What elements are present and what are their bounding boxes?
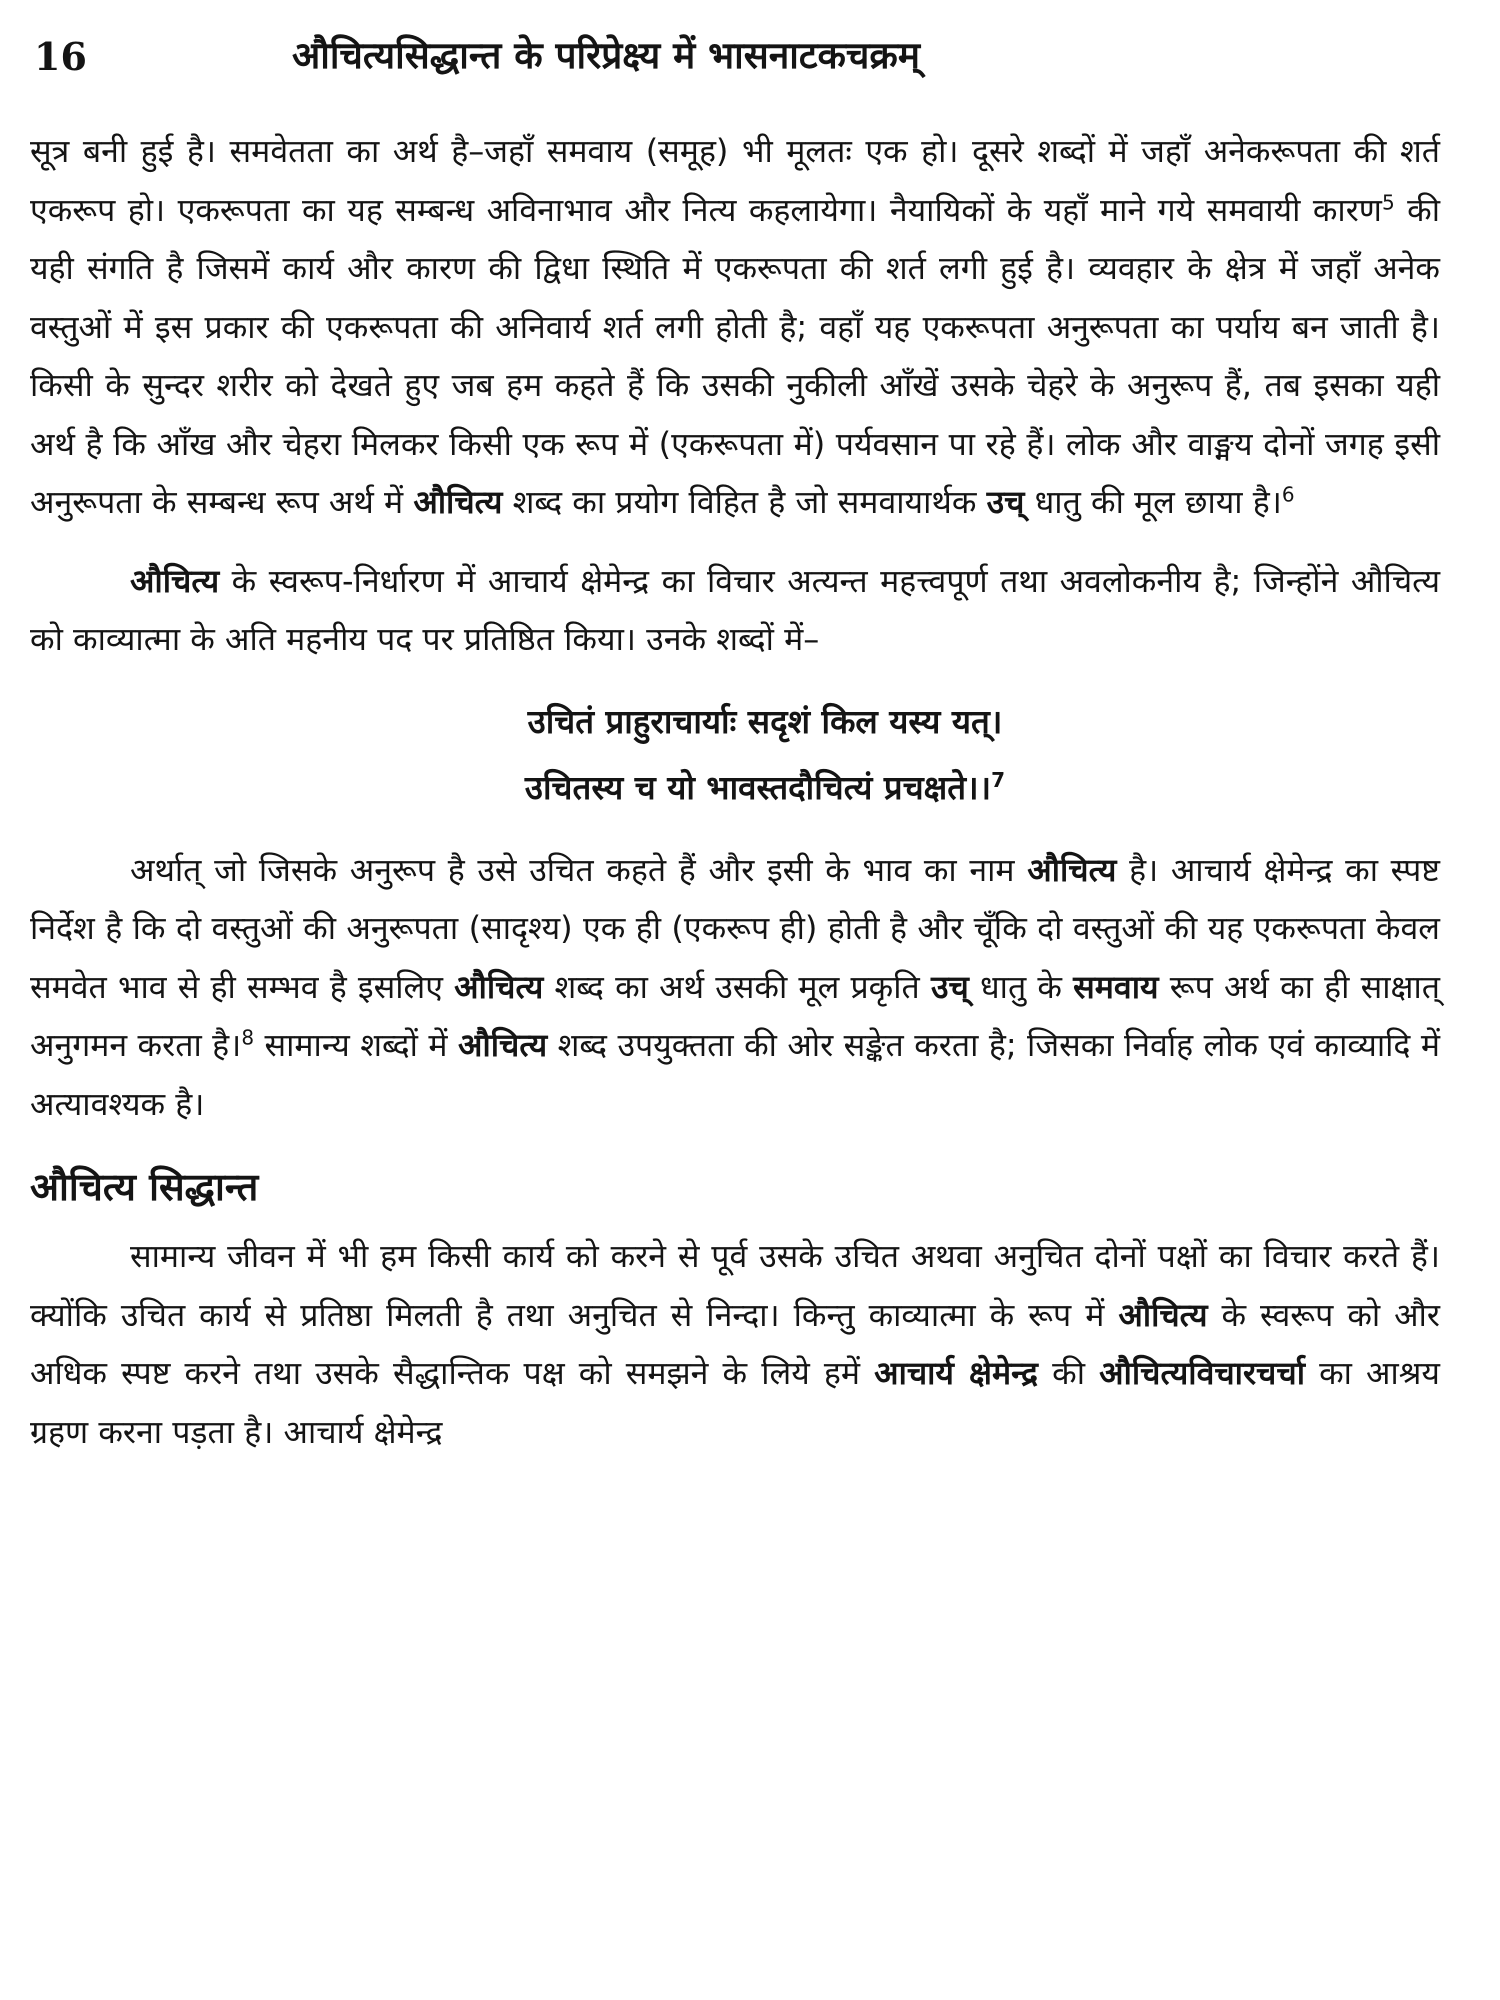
- text-run: की: [1038, 1354, 1100, 1392]
- sanskrit-verse: [30, 689, 1440, 821]
- text-run: के स्वरूप-निर्धारण में आचार्य क्षेमेन्द्र का विचार अत्यन्त महत्त्वपूर्ण तथा अवलोकनीय है; जिन्होंने औचित्य को काव्यात्मा के अति महनीय पद पर प्रतिष्ठित किया। उनके शब्दों में–: [30, 561, 1440, 658]
- verse-line-2: [30, 755, 1440, 821]
- emphasis-term: उच्: [986, 483, 1025, 521]
- page-number: 16: [34, 34, 87, 79]
- text-run: अर्थात् जो जिसके अनुरूप है उसे उचित कहते हैं और इसी के भाव का नाम: [130, 850, 1028, 889]
- footnote-ref-7: 7: [991, 767, 1006, 792]
- text-run: के स्वरूप को और अधिक स्पष्ट करने तथा उसके सैद्धान्तिक पक्ष को समझने के लिये हमें: [30, 1295, 1440, 1392]
- emphasis-term: आचार्य क्षेमेन्द्र: [874, 1354, 1039, 1392]
- page-header: [22, 28, 1442, 100]
- footnote-ref-5: 5: [1381, 189, 1395, 214]
- emphasis-term: औचित्य: [454, 967, 544, 1006]
- text-run: सामान्य शब्दों में: [254, 1026, 458, 1064]
- emphasis-term: औचित्य: [1027, 850, 1117, 889]
- text-run: रूप अर्थ का ही साक्षात् अनुगमन करता है।: [30, 967, 1440, 1064]
- text-run: शब्द उपयुक्तता की ओर सङ्केत करता है; जिसका निर्वाह लोक एवं काव्यादि में अत्यावश्यक है।: [30, 1026, 1440, 1123]
- paragraph-4: [30, 1227, 1440, 1461]
- text-run: सामान्य जीवन में भी हम किसी कार्य को करने से पूर्व उसके उचित अथवा अनुचित दोनों पक्षों का विचार करते हैं। क्योंकि उचित कार्य से प्रतिष्ठा मिलती है तथा अनुचित से निन्दा। किन्तु काव्यात्मा के रूप में: [30, 1237, 1440, 1334]
- emphasis-term: औचित्य: [413, 483, 503, 521]
- paragraph-1: [30, 122, 1440, 532]
- page-body: [30, 122, 1440, 1461]
- verse-line-1: उचितं प्राहुराचार्याः सदृशं किल यस्य यत्।: [527, 701, 1003, 741]
- paragraph-3: [30, 841, 1440, 1134]
- text-run: शब्द का अर्थ उसकी मूल प्रकृति: [543, 967, 931, 1006]
- section-heading: औचित्य सिद्धान्त: [30, 1165, 259, 1209]
- emphasis-term: औचित्य: [457, 1026, 548, 1064]
- verse-text: उचितस्य च यो भावस्तदौचित्यं प्रचक्षते।।: [524, 767, 992, 807]
- emphasis-term: औचित्य: [130, 561, 220, 600]
- emphasis-term: औचित्यविचारचर्चा: [1099, 1354, 1305, 1392]
- text-run: है। आचार्य क्षेमेन्द्र का स्पष्ट निर्देश है कि दो वस्तुओं की अनुरूपता (सादृश्य) एक ही (एकरूप ही) होती है और चूँकि दो वस्तुओं की यह एकरूपता केवल समवेत भाव से ही सम्भव है इसलिए: [30, 850, 1440, 1006]
- footnote-ref-6: 6: [1281, 482, 1295, 507]
- text-run: सूत्र बनी हुई है। समवेतता का अर्थ है–जहाँ समवाय (समूह) भी मूलतः एक हो। दूसरे शब्दों में जहाँ अनेकरूपता की शर्त एकरूप हो। एकरूपता का यह सम्बन्ध अविनाभाव और नित्य कहलायेगा। नैयायिकों के यहाँ माने गये समवायी कारण: [30, 132, 1440, 229]
- text-run: का आश्रय ग्रहण करना पड़ता है। आचार्य क्षेमेन्द्र: [30, 1354, 1440, 1451]
- emphasis-term: औचित्य: [1118, 1295, 1208, 1334]
- running-title: औचित्यसिद्धान्त के परिप्रेक्ष्य में भासनाटकचक्रम्: [292, 34, 920, 77]
- text-run: शब्द का प्रयोग विहित है जो समवायार्थक: [502, 483, 987, 521]
- paragraph-2: [30, 552, 1440, 669]
- text-run: धातु के: [968, 967, 1074, 1006]
- text-run: की यही संगति है जिसमें कार्य और कारण की द्विधा स्थिति में एकरूपता की शर्त लगी हुई है। व्यवहार के क्षेत्र में जहाँ अनेक वस्तुओं में इस प्रकार की एकरूपता की अनिवार्य शर्त लगी होती है; वहाँ यह एकरूपता अनुरूपता का पर्याय बन जाती है। किसी के सुन्दर शरीर को देखते हुए जब हम कहते हैं कि उसकी नुकीली आँखें उसके चेहरे के अनुरूप हैं, तब इसका यही अर्थ है कि आँख और चेहरा मिलकर किसी एक रूप में (एकरूपता में) पर्यवसान पा रहे हैं। लोक और वाङ्मय दोनों जगह इसी अनुरूपता के सम्बन्ध रूप अर्थ में: [30, 190, 1440, 521]
- emphasis-term: उच्: [930, 967, 969, 1006]
- text-run: धातु की मूल छाया है।: [1024, 483, 1282, 521]
- footnote-ref-8: 8: [241, 1025, 255, 1050]
- emphasis-term: समवाय: [1073, 967, 1159, 1006]
